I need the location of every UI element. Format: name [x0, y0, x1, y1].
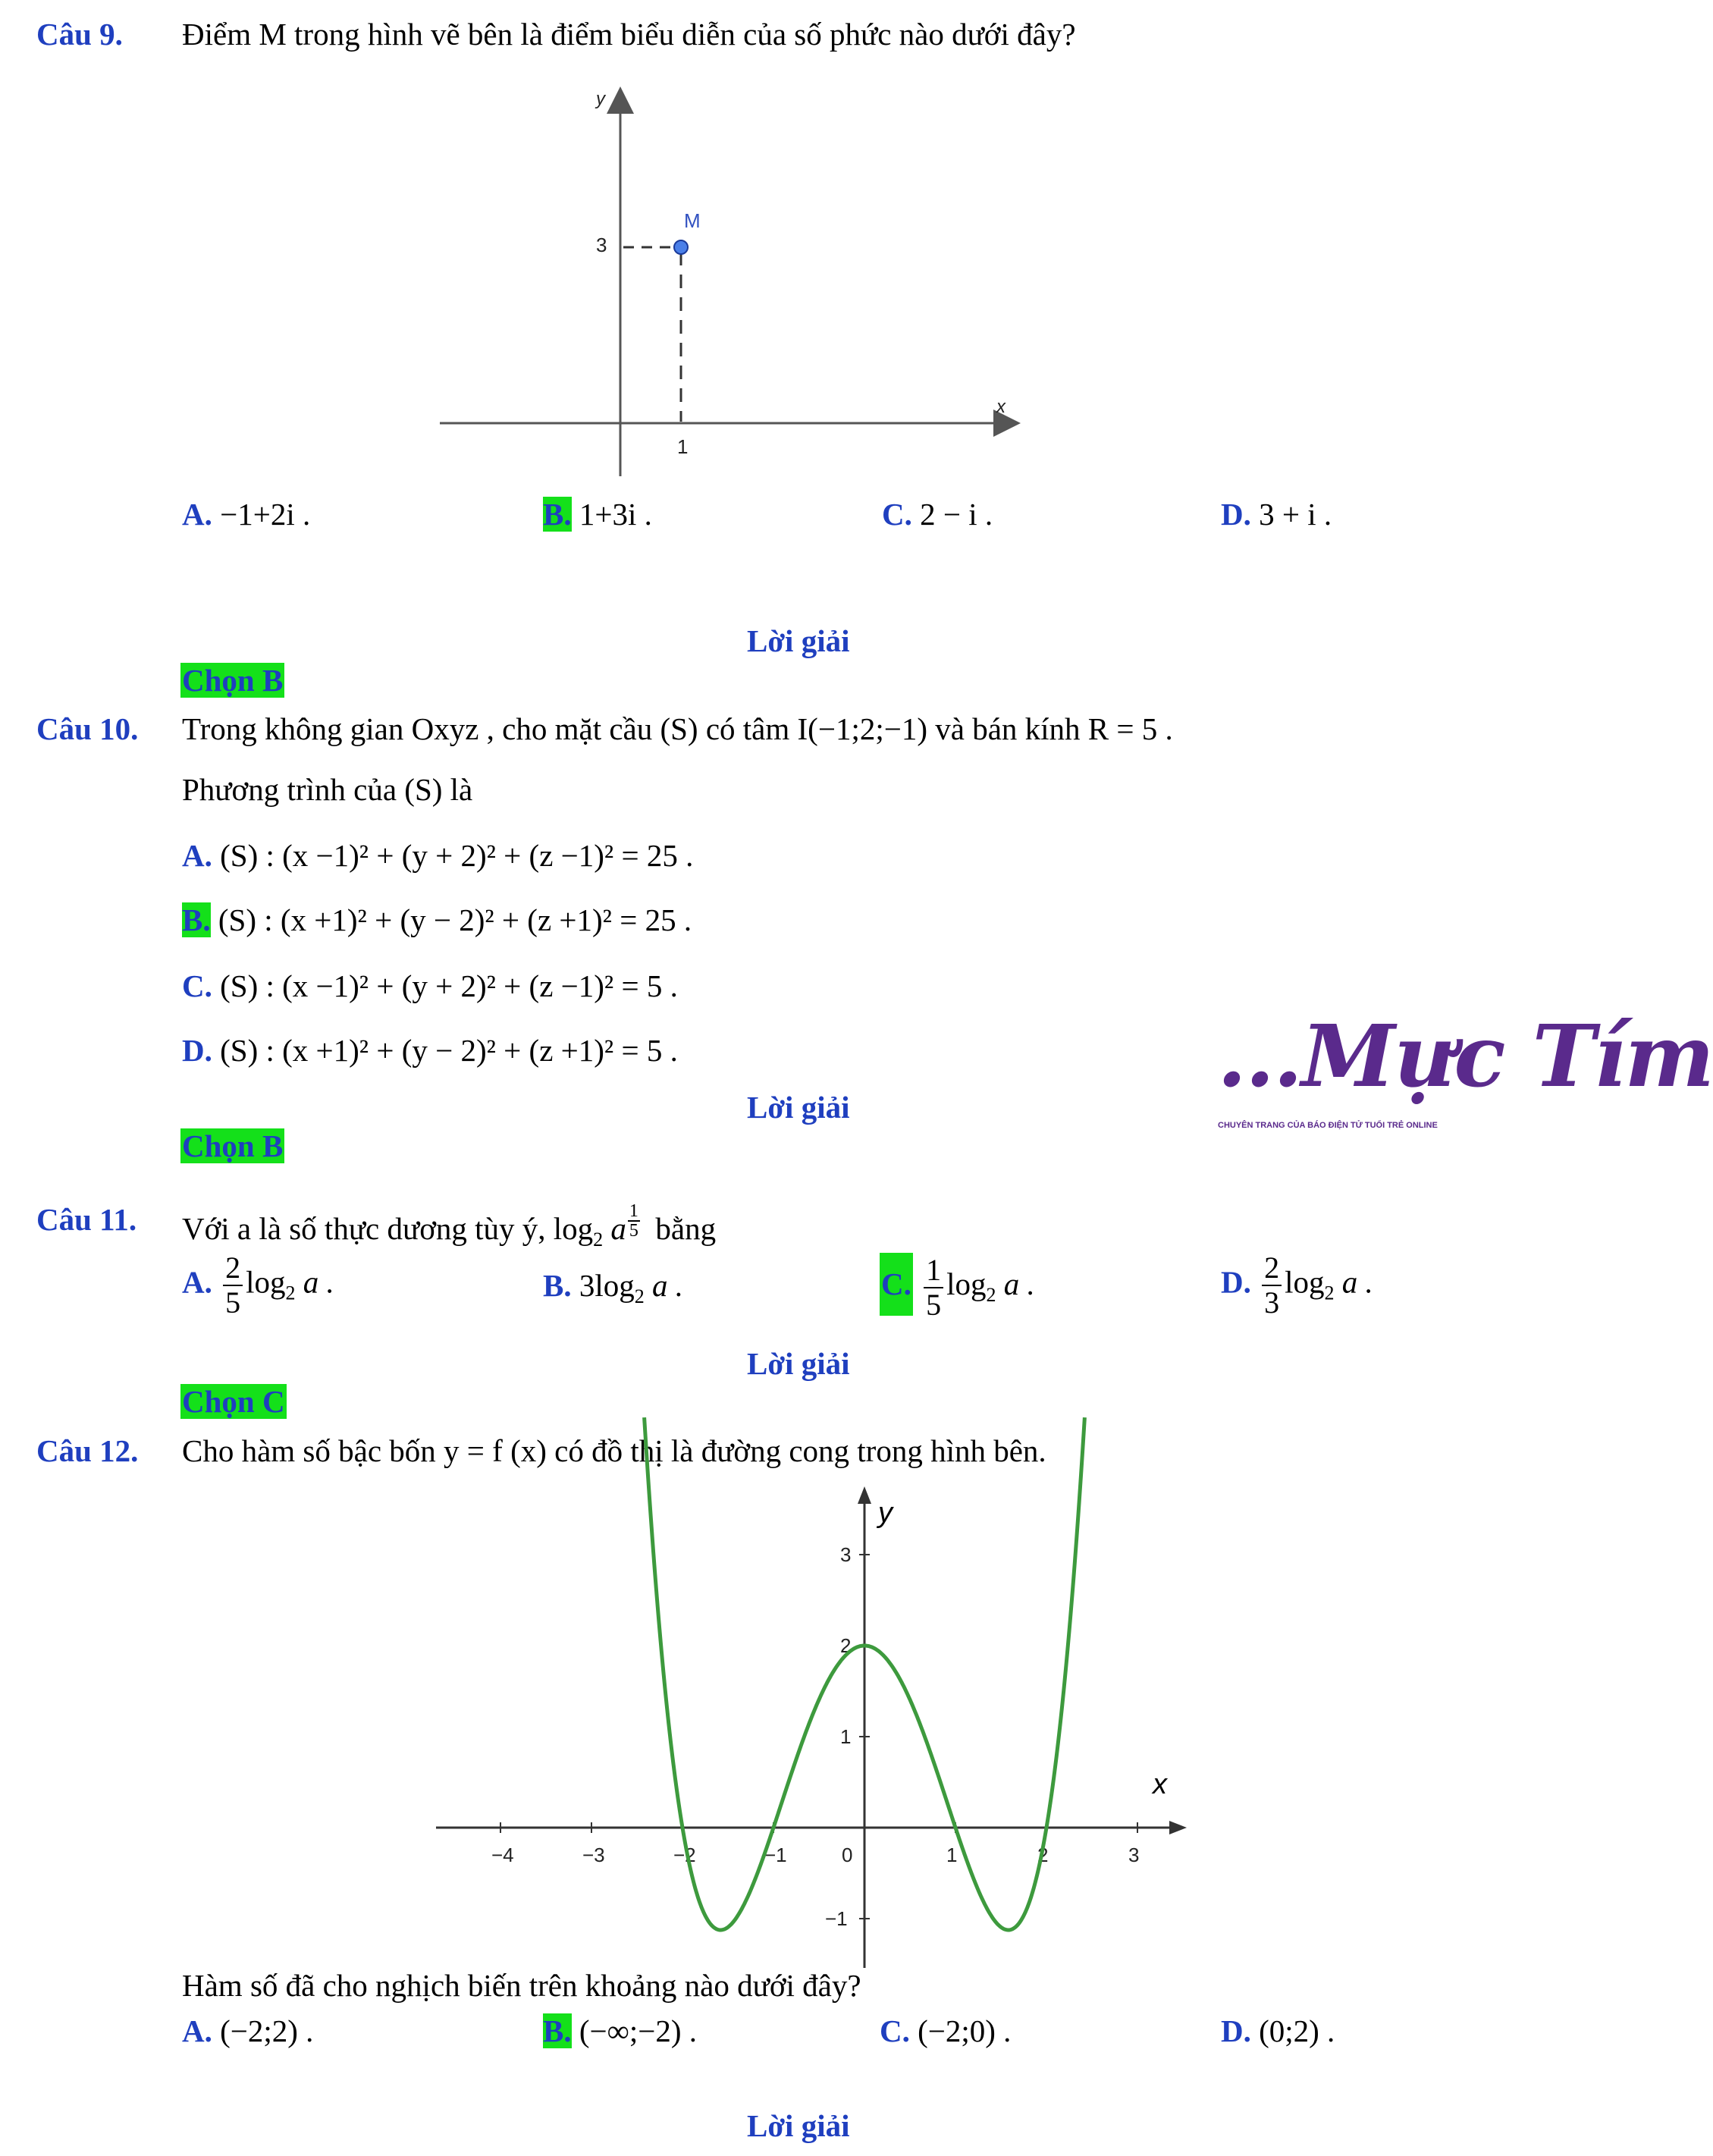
q12-option-a[interactable]: A. (−2;2) . [182, 2013, 314, 2048]
q9-x-label: x [996, 397, 1006, 417]
q11-option-d[interactable]: D. $\frac{2}{3}$ $\log_2 a$ . [1221, 1251, 1373, 1320]
q12-option-c[interactable]: C. (−2;0) . [880, 2013, 1012, 2048]
q10-label: Câu 10. [36, 711, 139, 746]
logo-subtitle: CHUYÊN TRANG CỦA BÁO ĐIỆN TỬ TUỔI TRẺ ONLINE [1218, 1121, 1438, 1130]
chart-x-arrow [1169, 1821, 1187, 1834]
q11-option-c[interactable]: C. $\frac{1}{5}$ $\log_2 a$ . [881, 1252, 1035, 1322]
x-tick-label: 1 [946, 1844, 958, 1866]
q11-text: Với a là số thực dương tùy ý, $\log_2 a$ $\frac{1}{5}$ bằng [182, 1201, 717, 1251]
x-tick-label: 2 [1037, 1844, 1049, 1866]
q12-question: Hàm số đã cho nghịch biến trên khoảng nào dưới đây? [182, 1968, 861, 2003]
q9-solution-title: Lời giải [747, 623, 850, 658]
q9-option-a[interactable]: A. −1+2i . [182, 497, 311, 532]
q10-option-a[interactable]: A. (S) : (x −1)² + (y + 2)² + (z −1)² = 25 . [182, 838, 694, 873]
x-tick-label: −1 [764, 1844, 787, 1866]
x-tick-label: 3 [1128, 1844, 1140, 1866]
q12-option-b[interactable]: B. (−∞;−2) . [543, 2013, 698, 2048]
y-tick-label: 1 [840, 1725, 852, 1748]
q10-line1: Trong không gian Oxyz , cho mặt cầu (S) có tâm I(−1;2;−1) và bán kính R = 5 . [182, 711, 1173, 746]
q12-text: Cho hàm số bậc bốn y = f (x) có đồ thị là đường cong trong hình bên. [182, 1433, 1046, 1468]
q11-solution-title: Lời giải [747, 1346, 850, 1381]
q10-option-d[interactable]: D. (S) : (x +1)² + (y − 2)² + (z +1)² = 5 . [182, 1033, 678, 1068]
x-tick-label: −2 [673, 1844, 696, 1866]
q9-option-c[interactable]: C. 2 − i . [882, 497, 993, 532]
q9-y-label: y [596, 89, 605, 109]
q9-label: Câu 9. [36, 17, 123, 52]
q10-option-c[interactable]: C. (S) : (x −1)² + (y + 2)² + (z −1)² = 5 . [182, 968, 678, 1003]
q11-option-b[interactable]: B. $3\log_2$ a . [543, 1268, 684, 1308]
chart-x-label: x [1153, 1768, 1167, 1800]
q12-solution-title: Lời giải [747, 2108, 850, 2143]
y-tick-label: 3 [840, 1543, 852, 1566]
q9-y-tick: 3 [596, 234, 607, 256]
chart-y-label: y [878, 1497, 893, 1529]
q9-option-b[interactable]: B. 1+3i . [543, 497, 652, 532]
muc-tim-logo: ...Mực Tím [1217, 1007, 1713, 1106]
q12-label: Câu 12. [36, 1433, 139, 1468]
q12-graph [432, 1483, 1191, 1968]
chart-ticks [491, 1543, 1139, 1930]
q9-answer: Chọn B [182, 663, 284, 698]
q9-block [36, 17, 123, 52]
y-tick-label: 2 [840, 1634, 852, 1657]
q9-x-tick: 1 [677, 435, 689, 458]
q9-point-label: M [684, 209, 701, 232]
q10-line2: Phương trình của (S) là [182, 772, 473, 807]
x-tick-label: −3 [582, 1844, 605, 1866]
x-tick-label: 0 [842, 1844, 853, 1866]
q9-point-m [674, 240, 688, 254]
chart-y-arrow [858, 1486, 871, 1504]
q11-answer: Chọn C [182, 1384, 285, 1419]
q11-label: Câu 11. [36, 1202, 137, 1237]
q11-option-a[interactable]: A. $\frac{2}{5}$ $\log_2 a$ . [182, 1251, 334, 1320]
q10-solution-title: Lời giải [747, 1090, 850, 1125]
q10-answer: Chọn B [182, 1128, 284, 1163]
y-tick-label: −1 [825, 1907, 848, 1930]
q9-figure [425, 82, 1031, 476]
q9-option-d[interactable]: D. 3 + i . [1221, 497, 1332, 532]
q12-option-d[interactable]: D. (0;2) . [1221, 2013, 1335, 2048]
x-tick-label: −4 [491, 1844, 514, 1866]
q10-option-b[interactable]: B. (S) : (x +1)² + (y − 2)² + (z +1)² = 25 . [182, 902, 692, 937]
q9-text: Điểm M trong hình vẽ bên là điểm biểu diễn của số phức nào dưới đây? [182, 17, 1076, 52]
